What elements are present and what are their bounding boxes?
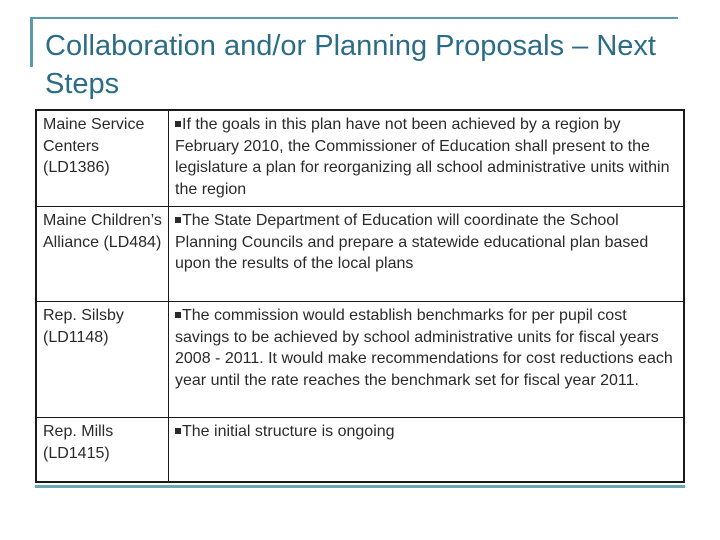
next-step-cell — [169, 302, 684, 418]
proposal-name-cell: Rep. Mills (LD1415) — [37, 418, 169, 482]
proposal-name-cell: Maine Service Centers (LD1386) — [37, 111, 169, 207]
square-bullet-icon — [175, 121, 181, 127]
next-step-text: The initial structure is ongoing — [182, 423, 395, 440]
next-step-text: The State Department of Education will coordinate the School Planning Councils and prepare a statewide educational plan based upon the results of the local plans — [175, 212, 649, 272]
next-step-text: The commission would establish benchmarks for per pupil cost savings to be achieved by school administrative units for fiscal years 2008 - 2011. It would make recommendations for cost reductions each year until the rate reaches the benchmark set for fiscal year 2011. — [175, 307, 673, 389]
title-accent-top-line — [30, 17, 678, 19]
next-step-cell — [169, 418, 684, 482]
proposals-table-frame — [35, 109, 685, 483]
next-step-text: If the goals in this plan have not been achieved by a region by February 2010, the Commissioner of Education shall present to the legislature a plan for reorganizing all school administrative units within the region — [175, 116, 670, 198]
slide-title: Collaboration and/or Planning Proposals – Next Steps — [45, 30, 656, 100]
table-row — [37, 418, 683, 482]
next-step-cell — [169, 207, 684, 302]
table-row — [37, 111, 683, 207]
next-step-cell — [169, 111, 684, 207]
proposal-name-cell: Maine Children’s Alliance (LD484) — [37, 207, 169, 302]
proposal-name-cell: Rep. Silsby (LD1148) — [37, 302, 169, 418]
square-bullet-icon — [175, 312, 181, 318]
proposals-table — [37, 111, 683, 481]
table-row — [37, 207, 683, 302]
title-accent-left-line — [30, 17, 33, 67]
table-accent-bottom-line — [35, 485, 685, 488]
table-row — [37, 302, 683, 418]
square-bullet-icon — [175, 217, 181, 223]
square-bullet-icon — [175, 428, 181, 434]
